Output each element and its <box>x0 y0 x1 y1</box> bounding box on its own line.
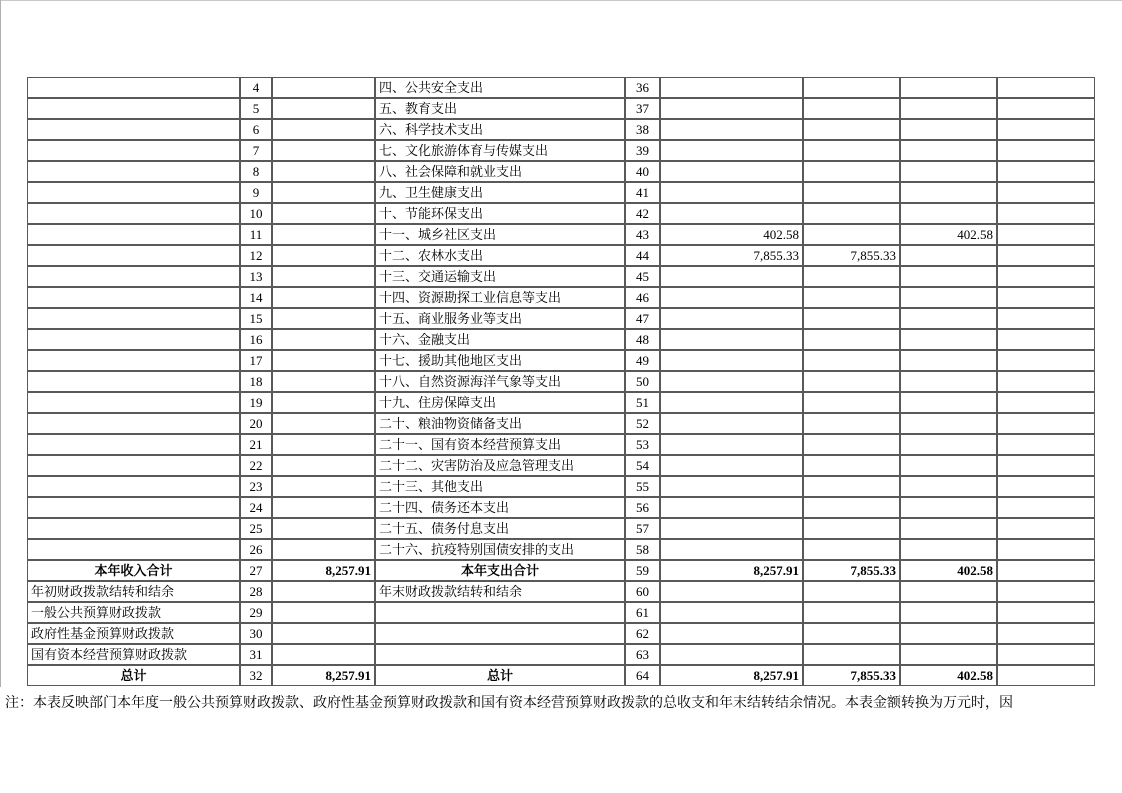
income-item-cell <box>27 287 240 308</box>
table-row <box>27 161 1095 182</box>
amount-col4-cell <box>997 434 1095 455</box>
amount-col4-cell <box>997 203 1095 224</box>
income-line-no-cell: 26 <box>240 539 272 560</box>
expense-item-cell: 十五、商业服务业等支出 <box>375 308 625 329</box>
amount-total-cell <box>660 623 803 644</box>
amount-col2-cell <box>803 434 900 455</box>
expense-item-cell: 十七、援助其他地区支出 <box>375 350 625 371</box>
cutoff-border-top <box>0 0 1122 1</box>
expense-line-no-cell: 41 <box>625 182 660 203</box>
table-row <box>27 266 1095 287</box>
amount-col3-cell <box>900 581 997 602</box>
income-amount-cell: 8,257.91 <box>272 665 375 686</box>
expense-item-cell <box>375 623 625 644</box>
amount-col3-cell <box>900 182 997 203</box>
amount-total-cell <box>660 602 803 623</box>
income-amount-cell <box>272 476 375 497</box>
amount-total-cell <box>660 539 803 560</box>
amount-col3-cell <box>900 539 997 560</box>
expense-line-no-cell: 52 <box>625 413 660 434</box>
amount-col2-cell <box>803 224 900 245</box>
amount-col3-cell <box>900 329 997 350</box>
income-line-no-cell: 15 <box>240 308 272 329</box>
amount-col2-cell <box>803 161 900 182</box>
expense-line-no-cell: 37 <box>625 98 660 119</box>
table-row <box>27 329 1095 350</box>
income-line-no-cell: 28 <box>240 581 272 602</box>
amount-col2-cell <box>803 392 900 413</box>
amount-col3-cell <box>900 287 997 308</box>
amount-total-cell <box>660 329 803 350</box>
table-row <box>27 98 1095 119</box>
expense-line-no-cell: 60 <box>625 581 660 602</box>
amount-col4-cell <box>997 287 1095 308</box>
table-row <box>27 476 1095 497</box>
expense-item-cell: 七、文化旅游体育与传媒支出 <box>375 140 625 161</box>
income-amount-cell <box>272 392 375 413</box>
income-item-cell <box>27 266 240 287</box>
income-item-cell <box>27 413 240 434</box>
income-amount-cell <box>272 140 375 161</box>
income-line-no-cell: 22 <box>240 455 272 476</box>
amount-col4-cell <box>997 623 1095 644</box>
amount-col3-cell <box>900 455 997 476</box>
income-item-cell <box>27 203 240 224</box>
income-amount-cell <box>272 266 375 287</box>
table-row <box>27 371 1095 392</box>
income-line-no-cell: 16 <box>240 329 272 350</box>
income-item-cell <box>27 161 240 182</box>
income-line-no-cell: 27 <box>240 560 272 581</box>
expense-line-no-cell: 36 <box>625 77 660 98</box>
income-line-no-cell: 24 <box>240 497 272 518</box>
expense-item-cell: 十一、城乡社区支出 <box>375 224 625 245</box>
expense-item-cell: 二十二、灾害防治及应急管理支出 <box>375 455 625 476</box>
expense-line-no-cell: 47 <box>625 308 660 329</box>
amount-col2-cell <box>803 518 900 539</box>
income-amount-cell <box>272 98 375 119</box>
amount-col3-cell <box>900 203 997 224</box>
amount-total-cell <box>660 287 803 308</box>
expense-line-no-cell: 55 <box>625 476 660 497</box>
amount-col2-cell <box>803 266 900 287</box>
amount-col3-cell <box>900 497 997 518</box>
income-amount-cell <box>272 329 375 350</box>
expense-item-cell: 十九、住房保障支出 <box>375 392 625 413</box>
amount-total-cell <box>660 182 803 203</box>
amount-col4-cell <box>997 644 1095 665</box>
amount-col3-cell <box>900 413 997 434</box>
amount-col4-cell <box>997 161 1095 182</box>
amount-col2-cell <box>803 644 900 665</box>
income-line-no-cell: 21 <box>240 434 272 455</box>
income-line-no-cell: 17 <box>240 350 272 371</box>
expense-item-cell: 二十三、其他支出 <box>375 476 625 497</box>
expense-line-no-cell: 54 <box>625 455 660 476</box>
expense-line-no-cell: 64 <box>625 665 660 686</box>
table-row <box>27 539 1095 560</box>
income-line-no-cell: 7 <box>240 140 272 161</box>
expense-item-cell: 二十四、债务还本支出 <box>375 497 625 518</box>
table-row <box>27 245 1095 266</box>
expense-line-no-cell: 44 <box>625 245 660 266</box>
amount-col4-cell <box>997 497 1095 518</box>
expense-line-no-cell: 45 <box>625 266 660 287</box>
amount-total-cell <box>660 266 803 287</box>
expense-item-cell: 十四、资源勘探工业信息等支出 <box>375 287 625 308</box>
amount-total-cell <box>660 308 803 329</box>
income-item-cell <box>27 371 240 392</box>
amount-col2-cell <box>803 413 900 434</box>
expense-item-cell: 年末财政拨款结转和结余 <box>375 581 625 602</box>
expense-line-no-cell: 61 <box>625 602 660 623</box>
expense-line-no-cell: 56 <box>625 497 660 518</box>
amount-col3-cell <box>900 161 997 182</box>
expense-line-no-cell: 63 <box>625 644 660 665</box>
income-item-cell <box>27 392 240 413</box>
amount-total-cell <box>660 497 803 518</box>
amount-col3-cell <box>900 308 997 329</box>
amount-col2-cell: 7,855.33 <box>803 665 900 686</box>
table-row <box>27 497 1095 518</box>
income-item-cell <box>27 245 240 266</box>
amount-col3-cell <box>900 371 997 392</box>
income-item-cell <box>27 98 240 119</box>
expense-line-no-cell: 53 <box>625 434 660 455</box>
amount-col3-cell <box>900 119 997 140</box>
table-row <box>27 203 1095 224</box>
amount-col4-cell <box>997 602 1095 623</box>
income-item-cell <box>27 119 240 140</box>
amount-col2-cell <box>803 476 900 497</box>
amount-col3-cell: 402.58 <box>900 560 997 581</box>
expense-line-no-cell: 58 <box>625 539 660 560</box>
income-line-no-cell: 4 <box>240 77 272 98</box>
income-amount-cell <box>272 182 375 203</box>
income-amount-cell <box>272 308 375 329</box>
expense-item-cell: 四、公共安全支出 <box>375 77 625 98</box>
amount-col3-cell: 402.58 <box>900 665 997 686</box>
expense-line-no-cell: 38 <box>625 119 660 140</box>
amount-col2-cell: 7,855.33 <box>803 560 900 581</box>
amount-col4-cell <box>997 308 1095 329</box>
income-line-no-cell: 18 <box>240 371 272 392</box>
table-row <box>27 140 1095 161</box>
amount-total-cell <box>660 119 803 140</box>
amount-col2-cell <box>803 182 900 203</box>
table-row <box>27 224 1095 245</box>
amount-total-cell <box>660 518 803 539</box>
amount-col3-cell <box>900 602 997 623</box>
expense-line-no-cell: 46 <box>625 287 660 308</box>
amount-col2-cell <box>803 119 900 140</box>
table-row <box>27 623 1095 644</box>
income-line-no-cell: 29 <box>240 602 272 623</box>
income-line-no-cell: 12 <box>240 245 272 266</box>
table-row <box>27 350 1095 371</box>
amount-total-cell <box>660 161 803 182</box>
table-row <box>27 602 1095 623</box>
amount-total-cell <box>660 371 803 392</box>
income-line-no-cell: 8 <box>240 161 272 182</box>
expense-item-cell: 八、社会保障和就业支出 <box>375 161 625 182</box>
amount-total-cell <box>660 98 803 119</box>
income-item-cell <box>27 308 240 329</box>
income-item-cell <box>27 350 240 371</box>
amount-col4-cell <box>997 539 1095 560</box>
table-row <box>27 455 1095 476</box>
expense-line-no-cell: 57 <box>625 518 660 539</box>
amount-col4-cell <box>997 413 1095 434</box>
amount-col3-cell <box>900 77 997 98</box>
income-line-no-cell: 9 <box>240 182 272 203</box>
amount-col3-cell <box>900 350 997 371</box>
table-row <box>27 119 1095 140</box>
income-amount-cell <box>272 623 375 644</box>
income-amount-cell <box>272 119 375 140</box>
table-row <box>27 182 1095 203</box>
income-item-cell <box>27 224 240 245</box>
amount-col2-cell <box>803 581 900 602</box>
amount-total-cell: 8,257.91 <box>660 560 803 581</box>
amount-total-cell <box>660 581 803 602</box>
income-item-cell <box>27 140 240 161</box>
table-row <box>27 518 1095 539</box>
income-line-no-cell: 5 <box>240 98 272 119</box>
budget-summary-table <box>27 77 1095 686</box>
income-item-cell: 政府性基金预算财政拨款 <box>27 623 240 644</box>
expense-line-no-cell: 51 <box>625 392 660 413</box>
income-amount-cell <box>272 539 375 560</box>
table-row <box>27 581 1095 602</box>
amount-col4-cell <box>997 455 1095 476</box>
amount-col4-cell <box>997 182 1095 203</box>
amount-total-cell <box>660 392 803 413</box>
amount-col4-cell <box>997 560 1095 581</box>
amount-col4-cell <box>997 77 1095 98</box>
income-item-cell: 总计 <box>27 665 240 686</box>
amount-total-cell <box>660 203 803 224</box>
income-item-cell: 年初财政拨款结转和结余 <box>27 581 240 602</box>
amount-col3-cell <box>900 266 997 287</box>
income-amount-cell <box>272 518 375 539</box>
amount-col3-cell <box>900 623 997 644</box>
amount-total-cell <box>660 140 803 161</box>
table-footnote: 注：本表反映部门本年度一般公共预算财政拨款、政府性基金预算财政拨款和国有资本经营预算财政拨款的总收支和年末结转结余情况。本表金额转换为万元时，因 <box>5 696 1013 711</box>
amount-col2-cell <box>803 287 900 308</box>
income-line-no-cell: 23 <box>240 476 272 497</box>
amount-col4-cell <box>997 98 1095 119</box>
income-amount-cell <box>272 224 375 245</box>
income-item-cell <box>27 329 240 350</box>
expense-line-no-cell: 43 <box>625 224 660 245</box>
income-amount-cell <box>272 287 375 308</box>
expense-item-cell: 十六、金融支出 <box>375 329 625 350</box>
table-row <box>27 560 1095 581</box>
table-row <box>27 392 1095 413</box>
income-line-no-cell: 10 <box>240 203 272 224</box>
amount-col2-cell <box>803 308 900 329</box>
expense-item-cell <box>375 644 625 665</box>
amount-col4-cell <box>997 665 1095 686</box>
amount-col4-cell <box>997 476 1095 497</box>
amount-total-cell <box>660 476 803 497</box>
table-row <box>27 644 1095 665</box>
income-amount-cell <box>272 644 375 665</box>
table-row <box>27 665 1095 686</box>
amount-col4-cell <box>997 518 1095 539</box>
amount-total-cell <box>660 77 803 98</box>
amount-col2-cell <box>803 602 900 623</box>
income-amount-cell <box>272 245 375 266</box>
amount-col2-cell <box>803 98 900 119</box>
income-item-cell <box>27 476 240 497</box>
income-line-no-cell: 6 <box>240 119 272 140</box>
income-item-cell <box>27 497 240 518</box>
income-item-cell <box>27 455 240 476</box>
income-line-no-cell: 31 <box>240 644 272 665</box>
expense-item-cell <box>375 602 625 623</box>
table-row <box>27 308 1095 329</box>
income-item-cell <box>27 182 240 203</box>
expense-item-cell: 十八、自然资源海洋气象等支出 <box>375 371 625 392</box>
expense-line-no-cell: 49 <box>625 350 660 371</box>
income-item-cell <box>27 434 240 455</box>
income-line-no-cell: 19 <box>240 392 272 413</box>
expense-item-cell: 本年支出合计 <box>375 560 625 581</box>
amount-col2-cell <box>803 203 900 224</box>
amount-col2-cell: 7,855.33 <box>803 245 900 266</box>
table-row <box>27 434 1095 455</box>
table-row <box>27 77 1095 98</box>
amount-col2-cell <box>803 539 900 560</box>
expense-line-no-cell: 40 <box>625 161 660 182</box>
amount-col2-cell <box>803 350 900 371</box>
amount-col2-cell <box>803 329 900 350</box>
amount-col3-cell <box>900 644 997 665</box>
amount-col4-cell <box>997 392 1095 413</box>
table-row <box>27 413 1095 434</box>
income-amount-cell <box>272 581 375 602</box>
expense-line-no-cell: 62 <box>625 623 660 644</box>
amount-col3-cell <box>900 392 997 413</box>
expense-line-no-cell: 42 <box>625 203 660 224</box>
amount-col3-cell <box>900 98 997 119</box>
income-line-no-cell: 25 <box>240 518 272 539</box>
amount-total-cell <box>660 413 803 434</box>
income-item-cell: 国有资本经营预算财政拨款 <box>27 644 240 665</box>
expense-item-cell: 总计 <box>375 665 625 686</box>
income-amount-cell <box>272 77 375 98</box>
amount-total-cell <box>660 350 803 371</box>
amount-total-cell: 402.58 <box>660 224 803 245</box>
budget-table-body <box>27 77 1095 686</box>
expense-line-no-cell: 39 <box>625 140 660 161</box>
amount-col4-cell <box>997 245 1095 266</box>
amount-total-cell <box>660 455 803 476</box>
amount-col3-cell <box>900 518 997 539</box>
income-amount-cell <box>272 413 375 434</box>
amount-col4-cell <box>997 581 1095 602</box>
expense-item-cell: 二十五、债务付息支出 <box>375 518 625 539</box>
income-line-no-cell: 20 <box>240 413 272 434</box>
amount-total-cell <box>660 644 803 665</box>
amount-col3-cell <box>900 434 997 455</box>
income-amount-cell <box>272 455 375 476</box>
amount-col4-cell <box>997 224 1095 245</box>
expense-item-cell: 十二、农林水支出 <box>375 245 625 266</box>
expense-line-no-cell: 50 <box>625 371 660 392</box>
amount-col2-cell <box>803 497 900 518</box>
income-item-cell <box>27 77 240 98</box>
amount-total-cell: 7,855.33 <box>660 245 803 266</box>
income-amount-cell <box>272 371 375 392</box>
expense-item-cell: 二十一、国有资本经营预算支出 <box>375 434 625 455</box>
income-amount-cell <box>272 497 375 518</box>
income-line-no-cell: 13 <box>240 266 272 287</box>
income-line-no-cell: 32 <box>240 665 272 686</box>
expense-item-cell: 二十六、抗疫特别国债安排的支出 <box>375 539 625 560</box>
income-amount-cell <box>272 434 375 455</box>
income-item-cell <box>27 518 240 539</box>
amount-col3-cell: 402.58 <box>900 224 997 245</box>
expense-item-cell: 二十、粮油物资储备支出 <box>375 413 625 434</box>
expense-item-cell: 九、卫生健康支出 <box>375 182 625 203</box>
expense-item-cell: 十三、交通运输支出 <box>375 266 625 287</box>
income-line-no-cell: 11 <box>240 224 272 245</box>
income-amount-cell <box>272 203 375 224</box>
income-line-no-cell: 30 <box>240 623 272 644</box>
amount-col2-cell <box>803 140 900 161</box>
income-amount-cell: 8,257.91 <box>272 560 375 581</box>
amount-col4-cell <box>997 140 1095 161</box>
amount-col4-cell <box>997 371 1095 392</box>
expense-line-no-cell: 48 <box>625 329 660 350</box>
amount-col3-cell <box>900 476 997 497</box>
income-amount-cell <box>272 602 375 623</box>
expense-item-cell: 十、节能环保支出 <box>375 203 625 224</box>
income-amount-cell <box>272 350 375 371</box>
income-item-cell <box>27 539 240 560</box>
income-item-cell: 一般公共预算财政拨款 <box>27 602 240 623</box>
cutoff-border-left <box>0 0 1 687</box>
amount-col4-cell <box>997 266 1095 287</box>
amount-col2-cell <box>803 77 900 98</box>
amount-col3-cell <box>900 140 997 161</box>
expense-item-cell: 六、科学技术支出 <box>375 119 625 140</box>
expense-line-no-cell: 59 <box>625 560 660 581</box>
amount-col4-cell <box>997 350 1095 371</box>
expense-item-cell: 五、教育支出 <box>375 98 625 119</box>
amount-col4-cell <box>997 119 1095 140</box>
table-row <box>27 287 1095 308</box>
amount-total-cell: 8,257.91 <box>660 665 803 686</box>
amount-col2-cell <box>803 623 900 644</box>
income-item-cell: 本年收入合计 <box>27 560 240 581</box>
amount-col2-cell <box>803 455 900 476</box>
amount-total-cell <box>660 434 803 455</box>
income-line-no-cell: 14 <box>240 287 272 308</box>
amount-col4-cell <box>997 329 1095 350</box>
amount-col2-cell <box>803 371 900 392</box>
income-amount-cell <box>272 161 375 182</box>
amount-col3-cell <box>900 245 997 266</box>
